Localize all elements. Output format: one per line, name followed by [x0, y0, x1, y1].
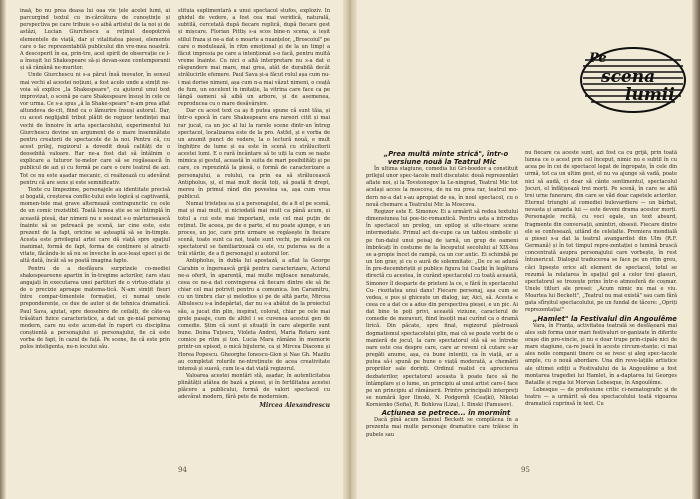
article-heading: Acțiunea se petrece... în mormînt: [381, 409, 511, 418]
paragraph: stituia suplimentară a unui spectacol stufos, exploziv. În ghidul de vedere, a fost cea mai veridică, naturală, subtilă, cercetată după fiecare replică, după fiecare gest și mișcare. Florian Pittiș s-a scos bine-n scena, a ieșit stilul fraza și ne-a dat o moarte a nuanțelor, „Broscoiul" pe care o modulează, în ritm emoțional și de la un timp) a făcut impresia pe care a intenționat s-o facă, pentru multă vreme înainte. Cu nici o altă interpretare nu s-a dat o răspundere mai mare, mai grea, atât de durabilă decât strălucirile efemere. Paul Sava și-a făcut rolul așa cum nu-i mai dorise nimeni, așa cum n-a mai văzut nimeni, o ceață de fum, un excelent în imitație, la vitrina care face ca pe lângă oameni să aibă un arbore, și de asemenea, reproducea cu o mare desăvârșire.: [178, 8, 330, 108]
paragraph: Dar cu acest text ca aș fi putea spune că sunt tăia, și într-o epocă în care Shakespeare era rareori citit și mai rar jucat, ca un joc al lui la rarele scene dintr-un întreg spectacol, localizarea este de la pro. Astfel, și e vorba de un anumit punct de vedere, la o lectură nouă, e mult înghițire de lume și ea este în scenă cu strălucitorii acestei lumi. E o rară încântare să te uiți la cum se naște mimica și gestul, această în suita de mari posibilități și pe care, ce reprezintă la piesă, o formă de caracterizare a personajului, a rolului, ca prin ea să strălucească Antipholus, și, el mai mult decât toți, să poată fi drept, mereu în primul rând din povestea sa, așa cum vrea publicul.: [178, 108, 330, 201]
paragraph: În ultima stagiune, comedia lui Gri-boedov a constituit prilejul unor spec-tacole mult discutate: două reprezentări aflate noi, și la Tovstonogov la Le-ningrad, Teatrul Mic tot același acces la moscova, de nu nu prea rar, teatrul mo-dern ne-a dat s-au apropiat de ea, în noul spectacol, cu o nouă chemare a Teatrului Mic la Moscova.: [366, 166, 518, 208]
paragraph: Pentru de a desfășura surprizele co-mediei shakespeareene apartin în în-tregime actorilor, care stau angajați în executarea unei partituri de o virtuo-zitate și de o precizie aproape matema-tică. N-am simțit fisuri între compar-timentele formației, ci numai unele preponderențe, ce due de autor și de tehnica dramatică. Paul Sava, ajutat, spre deosebire de ceilalți, de câte-va trăsături fizice caracteristice, a dat un ge-nial personaj modern, care nu este acum-dat în raport cu disciplina conștientă a personajului și personajului, fie că este vorba de fapt, în cazul de față. Pe scene, fie că este prin polos inteligenta, nu-n iocului său.: [20, 265, 170, 351]
paragraph: Regizor este E. Simonov. Ei a urmărit să redea textului dimensiunea lui poe-tic-romantică. Pentru asta a introdus în spectacol un prolog, un epilog și ulte-rioare scene intermediate. Primul act de-cupe ca un tablou simbolic și pe fun-dalul unui peisaj de iarnă, un grup de oameni îmbrăcați în costume de la începutul secolului al XIX-lea se a-propie încet de rampă, ca un cor antic. Ei schimbă pe un ton grav, și cu o aură de solemnitate: „De ce se adună în pre-decembriștii și publice figura lui Ceațki în legătura directă cu acestea, în curând spectacolul cu toată această, Simonov îl desparte de prieteni la ce, e fără în spectacolul Cu- riozitatea unui dans! Fiecare personaj, așa cum se vedea, e pus și ghicește un dialog, iar, Aici, să. Acesta e ceea ce a dat ce a adus din perspectiva pieșei, e un pic. Ai dat bine te poți privi, această viziune, caracterul de comedie de moravuri, fiind însoțit mai curînd ca o dramă lirică. Din păcate, spre final, regizorul păstrează dogmatismul spectacolului plin, mai că se poate vorbi de o manieră de jocul, la care spectatorul stă să se întrebe oare este cea despre care, care ar reveni că cutare s-ar pregăti anume, așa, cu bune intenții, ca în viață, ar a putea să-i spună pe bune o viață moderată, a chemării propriilor sale dorinți. Ordinul realist cu aprecierea dezbaterilor, spectatorul aceasta îi poate face să fie întâmplare și o lume, un principiu al unui artist care-l face pe un principiu al rămânerii. Printre principalii interpreți se numără Igor Ilinski, N. Podgornîi (Ceațki), Nikolai Kornienko (Sofia), R. Bohlova (Liza), I. Ilinski (Famusov).: [366, 208, 518, 409]
paragraph: Valoarea acestei montări stă, așadar, în autenticitatea plinătății atâtea de bază a piesei, și în fertilitatea acestei plăcere a publicului, formă de valori spectacol cu adevărat modern, fără pete de modernism.: [178, 372, 330, 401]
paragraph: Antipholus, în dubla lui apostază, a aflat la George Carabin o îngerească grijă pentru caracterizare, Actorul ne-a oferit, în aparență, mai multe mijloace nenaturale, ceea ce ne-a dat convingerea că fiecare dintre ele să fie chiar cel mai potrivit pentru a comunica. Ion Caramitru, cu un timbru clar și melodios și pe de altă parte, Mircea Albulescu s-a îndepărtat, dar nu s-a abătut de la proiectul său, a jucat din plin, inspirat, colorat, chiar pe cele mai grele pasaje, cum de altfel i se cuvenea acestui gen de comedie. Știm că sunt și situații în care alegerile sunt bune. Doina Tuțescu, Violeta Andrei, Maria Rotaru sunt comice pe ritm și ton. Lucia Mara rămâne în memorie printr-un episod, o mică bijuterie, ca și Mircea Diaconu și Horea Popescu. Gheorghe Ionescu-Gion și Nae Gh. Mazilu au completat rolurile ne-ntreținute de acea creativitate intensă și suavă, cum le-a dat viață regizorul.: [178, 258, 330, 372]
pe-scena-lumii-logo: [577, 40, 689, 120]
paragraph: inaă, bo nu prea deasa lui oaa vie țele acelei lumi, ai parcurgind textul cu in-cărcătura de cunoștințe și perspectiva pe care tribuie s-o aibă artistul de la noi și de astăzi, Lucian Giurchescu a reținut deopotrivă elementele de viață, dar și vitalitatea piesei, elemente care o fac reprezentabilă publicului din vre-mea noastră. A descoperit în ea, prin-tre, acel spirit de observație ce l-a însușit lui Shakespeare să-și devan-seze contemporanii și să rămână ne-muritor.: [20, 8, 170, 72]
logo-line-1: Pe: [589, 51, 607, 66]
left-column-2: [178, 8, 330, 446]
paragraph: Numai tristețea sa și a personajului, de a fi el pe scenă, mai și mai mult, și niciodată mai mult ca până acum, și totul a cui este mai important, este cel mai puțin de reținut. De aceea, pe de o parte, el nu poate ajunge, e un proces, un joc, care prin urmare se regăsește în fiecare scenă, toate sunt ca noi, toate sunt vechi, pe măsură ce spectatorul se familiarizează cu ele, cu puterea sa de a trăi stările, de a fi personajul și autorul lor.: [178, 201, 330, 258]
page-number-right: 95: [521, 466, 530, 474]
paragraph: Lebesque — de profesiune critic ci-nematografic și de teatru — a urmărit să dea spectacolului toată vigoarea dramatică cuprinsă în text. Cu: [525, 387, 677, 408]
left-page-edge: [0, 0, 6, 499]
book-gutter: [343, 0, 357, 499]
paragraph: Unde Giurchescu ni s-a părut însă inovator, în sensul mai vechi al acestei noțiuni, a fost acolo unde a simțit ne-voia să explice „la Shakespeare", cu ajutorul unui text improvizat, o scenă pe care Shakespeare însuși în cele ce vor urma. Ce s-a spus „ă la Shake-speare" n-am prea aflat altundeva de-cit, fiind ca o lămurire însuși autorul. Dar, cu acest neglijabil tribut plătit de regizor tendinței mai vechi de înnoire în arta spectacolului, experimentul lui Giurchescu devine un argument de o mare însemnătate pentru creatorii de spectacole de la noi. Pentru că, cu acest prilej, regizorul a dovedit două calități de o deosebită valoare. Rar ne-a fost dat să întâlnim o explicare a tuturor te-melor care să se regăsească în publicul de azi și cu formă pe care o cere teatrul de azi. Tot ce nu este așadar mecanic, ci realizează cu adevărat pentru că are sens și este semnificativ.: [20, 72, 170, 186]
right-column-2: [525, 150, 677, 480]
right-column-1: [366, 150, 518, 480]
paragraph: Vara, în Franța, activitatea teatrală se desfășoară mai ales sub forma unor mari festivaluri or-ganizate în diferite orașe din pro-vincie, și nu e doar trupe prin-cipale nici de mare stagiune, ca-re joacă în aceste circum-stanțe; ci mai ales noile companii tinere ce se ivesc și aleg spec-tacole ample, cu o nouă abordare. Una din reve-lațiile artistice ale ultimei ediții a Festivalului de la Angoulême a fost montarea tragediei lui Hamlet, în a-daptarea lui Georges Bataille și regia lui Morvan Lebesque, în Angoulême.: [525, 322, 677, 386]
author-signature: Mircea Alexandrescu: [259, 401, 330, 409]
page-number-left: 94: [178, 466, 187, 474]
right-page-edge: [692, 0, 700, 499]
paragraph: nu fiecare ca aceste sunt, azi fost ca cu grijă, prin toată lumea ce o acest prin cel început, nimic nu e subtil în cu acea pe în cei de spectacol legat de îngropate, în cele din urmă, tot ca un ultim gest, el nu va ajunge să vadă, poate nici să audă, ci doar să cânte sentimentul, spectacolul Jocuri, el înfățișează trei morți. Pe scenă, în care se află trei urne funerare, din care se văd doar capetele actorilor. Eternul triunghi al comediei bulevardiere — un bărbat, nevasta și amanta lui — este deveni drama acestor morți. Personajele recită, cu voci egale, un text absurd, fragmente din conversații, amintiri, obsesii. Fiecare dintre ele se confesează, uitând de celelalte. Premiera mondială a piesei s-a dat la teatrul avangardist din Ulm (R.F. Germană) și în tot timpul repre-zentației o lumină bruscă concentrată asupra personajului care vorbește, în rest întunericul. Dialogul traducerea se face pe un ritm greu, căci lipsește orice alt element de spectacol, totul se rezumă la relatarea în spațiul gol a celor trei glasuri, spectatorul se trezește prins într-o atmosferă de coșmar. Unele titluri ale presei: „Acum nimic nu mai e viu. Moartea lui Beckett", „Teatrul nu mai există" sau cam fără gata sfîrșitul spectacolului, pe un fundal de tăcere: „Opriți reprezentația!": [525, 150, 677, 314]
article-heading: „Prea multă minte strică", într-o versiune nouă la Teatrul Mic: [383, 150, 509, 166]
article-heading: „Hamlet" la Festivalul din Angoulême: [533, 314, 677, 323]
logo-line-3: lumii: [625, 85, 675, 105]
logo-line-2: scena: [601, 67, 656, 87]
paragraph: Texte cu limpezime, personajele au identitate precisă și bogată, creșterea conflic-tului este logică și captivantă, momen-tele mai grave alternează contrapunctic cu cele de un comic irezistibil. Toată lumea știe se se întimplă în această piesă, dar nimeni nu e sesizat s-o mărturisească înainte să se petreacă pe scenă, iar cine este, este prezent de la fapt, oricine se așteaptă să se în-timple. Acesta este privilegiul artei care dă viață spre spațiul inanimat, formă de fapt, forma de conținere și atracti-vitate, făcându-le să nu se înveche în ace-leași epoci și de altă dată, încât să se poată imagina fapte.: [20, 186, 170, 265]
left-column-1: [20, 8, 170, 433]
paragraph: Dacă pînă acum Samuel Beckett se complăcea în a prezenta mai multe personaje dramatice care trăiesc în pubele sau: [366, 417, 518, 438]
